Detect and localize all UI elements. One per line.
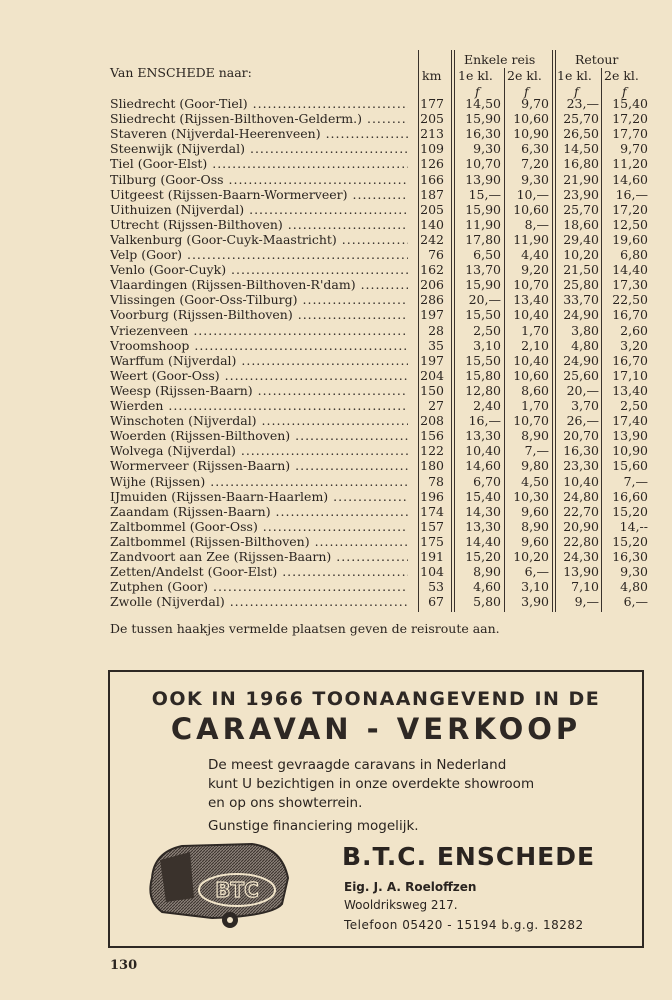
- km-value: 67: [428, 594, 444, 610]
- firm-name: B.T.C. ENSCHEDE: [342, 842, 596, 871]
- return-second-fare: 15,60: [612, 458, 648, 474]
- return-second-fare: 3,20: [620, 337, 648, 353]
- return-first-fare: 24,90: [563, 307, 599, 323]
- page-number: 130: [110, 958, 138, 973]
- single-first-fare: 15,50: [465, 352, 501, 368]
- return-second-fare: 9,70: [620, 141, 648, 157]
- return-second-fare: 6,80: [620, 247, 648, 262]
- km-value: 53: [428, 579, 444, 595]
- destination: Zetten/Andelst (Goor-Elst) .....: [110, 564, 408, 579]
- single-first-fare: 12,80: [465, 382, 501, 398]
- return-second-fare: 17,20: [612, 201, 648, 217]
- destination: IJmuiden (Rijssen-Baarn-Haarlem) .....: [110, 489, 408, 504]
- table-row: [108, 489, 652, 504]
- table-row: [108, 202, 652, 217]
- table-row: [108, 277, 652, 292]
- table-row: [108, 594, 652, 609]
- return-second-fare: 13,40: [612, 382, 648, 398]
- single-second-fare: 10,70: [513, 413, 549, 429]
- table-row: [108, 383, 652, 398]
- destination: Wierden .....: [110, 398, 408, 413]
- table-row: [108, 519, 652, 534]
- table-row: [108, 504, 652, 519]
- single-second-fare: 10,60: [513, 367, 549, 383]
- km-value: 157: [420, 518, 444, 534]
- destination: Wormerveer (Rijssen-Baarn) .....: [110, 458, 408, 473]
- single-first-fare: 14,60: [465, 458, 501, 474]
- destination: Tilburg (Goor-Oss .....: [110, 172, 408, 187]
- km-value: 27: [428, 398, 444, 413]
- km-value: 162: [420, 262, 444, 278]
- return-second-fare: 19,60: [612, 231, 648, 247]
- destination: Vlaardingen (Rijssen-Bilthoven-R'dam) .....: [110, 277, 408, 292]
- single-second-fare: 8,—: [524, 216, 549, 232]
- single-first-fare: 8,90: [473, 564, 501, 580]
- return-first-fare: 25,60: [563, 367, 599, 383]
- destination: Vlissingen (Goor-Oss-Tilburg) .....: [110, 292, 408, 307]
- return-second-fare: 17,10: [612, 367, 648, 383]
- single-second-fare: 7,20: [521, 156, 549, 172]
- single-first-fare: 10,40: [465, 443, 501, 459]
- destination: Sliedrecht (Goor-Tiel) .....: [110, 96, 408, 111]
- firm-address: Wooldriksweg 217.: [344, 898, 458, 912]
- single-first-fare: 16,—: [468, 413, 501, 429]
- single-second-fare: 8,90: [521, 428, 549, 444]
- single-first-fare: 15,40: [465, 488, 501, 504]
- single-second-fare: 8,60: [521, 382, 549, 398]
- single-first-fare: 2,50: [473, 322, 501, 338]
- destination: Zaltbommel (Goor-Oss) .....: [110, 519, 408, 534]
- single-second-fare: 9,60: [521, 503, 549, 519]
- single-second-fare: 10,60: [513, 201, 549, 217]
- km-value: 166: [420, 171, 444, 187]
- currency-label: f: [475, 84, 480, 99]
- destination: Weesp (Rijssen-Baarn) .....: [110, 383, 408, 398]
- single-second-fare: 11,90: [513, 231, 549, 247]
- return-second-fare: 14,60: [612, 171, 648, 187]
- km-value: 122: [420, 443, 444, 459]
- km-value: 177: [420, 96, 444, 111]
- return-first-fare: 26,50: [563, 126, 599, 142]
- logo-text: BTC: [215, 878, 259, 902]
- currency-label: f: [524, 84, 529, 99]
- return-second-fare: 7,—: [623, 473, 648, 489]
- table-row: [108, 262, 652, 277]
- return-second-fare: 16,60: [612, 488, 648, 504]
- table-row: [108, 398, 652, 413]
- header-km: km: [422, 68, 442, 83]
- km-value: 35: [428, 337, 444, 353]
- destination: Zaltbommel (Rijssen-Bilthoven) .....: [110, 534, 408, 549]
- single-first-fare: 13,30: [465, 518, 501, 534]
- table-row: [108, 141, 652, 156]
- single-first-fare: 6,70: [473, 473, 501, 489]
- km-value: 140: [420, 216, 444, 232]
- single-second-fare: 7,—: [524, 443, 549, 459]
- single-second-fare: 13,40: [513, 292, 549, 308]
- return-first-fare: 13,90: [563, 564, 599, 580]
- currency-label: f: [574, 84, 579, 99]
- destination: Utrecht (Rijssen-Bilthoven) .....: [110, 217, 408, 232]
- single-second-fare: 4,40: [521, 247, 549, 262]
- return-second-fare: 11,20: [612, 156, 648, 172]
- return-second-fare: 14,40: [612, 262, 648, 278]
- km-value: 174: [420, 503, 444, 519]
- single-second-fare: 9,20: [521, 262, 549, 278]
- single-first-fare: 13,90: [465, 171, 501, 187]
- single-first-fare: 15,80: [465, 367, 501, 383]
- single-second-fare: 9,80: [521, 458, 549, 474]
- single-first-fare: 6,50: [473, 247, 501, 262]
- return-first-fare: 4,80: [571, 337, 599, 353]
- single-second-fare: 1,70: [521, 322, 549, 338]
- ad-headline: OOK IN 1966 TOONAANGEVEND IN DE: [151, 688, 601, 710]
- return-second-fare: 13,90: [612, 428, 648, 444]
- table-row: [108, 217, 652, 232]
- caravan-advertisement: [108, 670, 644, 948]
- table-row: [108, 126, 652, 141]
- single-first-fare: 13,70: [465, 262, 501, 278]
- single-second-fare: 6,—: [524, 564, 549, 580]
- return-first-fare: 29,40: [563, 231, 599, 247]
- km-value: 126: [420, 156, 444, 172]
- header-return: Retour: [575, 52, 619, 67]
- single-first-fare: 15,—: [468, 186, 501, 202]
- destination: Zaandam (Rijssen-Baarn) .....: [110, 504, 408, 519]
- single-second-fare: 10,70: [513, 277, 549, 293]
- single-first-fare: 15,90: [465, 277, 501, 293]
- return-second-fare: 16,70: [612, 307, 648, 323]
- km-value: 78: [428, 473, 444, 489]
- return-first-fare: 16,80: [563, 156, 599, 172]
- single-first-fare: 2,40: [473, 398, 501, 413]
- table-row: [108, 564, 652, 579]
- return-second-fare: 15,40: [612, 96, 648, 111]
- single-first-fare: 3,10: [473, 337, 501, 353]
- return-first-fare: 24,80: [563, 488, 599, 504]
- return-second-fare: 16,30: [612, 549, 648, 564]
- return-first-fare: 7,10: [571, 579, 599, 595]
- km-value: 196: [420, 488, 444, 504]
- single-second-fare: 9,70: [521, 96, 549, 111]
- single-second-fare: 10,—: [516, 186, 549, 202]
- single-first-fare: 14,30: [465, 503, 501, 519]
- single-second-fare: 3,90: [521, 594, 549, 610]
- destination: Voorburg (Rijssen-Bilthoven) .....: [110, 307, 408, 322]
- km-value: 197: [420, 307, 444, 323]
- km-value: 150: [420, 382, 444, 398]
- destination: Zwolle (Nijverdal) .....: [110, 594, 408, 609]
- currency-label: f: [622, 84, 627, 99]
- return-second-fare: 6,—: [623, 594, 648, 610]
- table-row: [108, 534, 652, 549]
- single-first-fare: 20,—: [468, 292, 501, 308]
- single-second-fare: 1,70: [521, 398, 549, 413]
- return-first-fare: 25,80: [563, 277, 599, 293]
- return-first-fare: 26,—: [566, 413, 599, 429]
- destination: Woerden (Rijssen-Bilthoven) .....: [110, 428, 408, 443]
- destination: Zutphen (Goor) .....: [110, 579, 408, 594]
- return-first-fare: 9,—: [574, 594, 599, 610]
- return-first-fare: 23,30: [563, 458, 599, 474]
- table-row: [108, 172, 652, 187]
- single-second-fare: 9,30: [521, 171, 549, 187]
- single-second-fare: 4,50: [521, 473, 549, 489]
- destination: Wolvega (Nijverdal) .....: [110, 443, 408, 458]
- km-value: 197: [420, 352, 444, 368]
- return-first-fare: 10,20: [563, 247, 599, 262]
- table-row: [108, 353, 652, 368]
- destination: Velp (Goor) .....: [110, 247, 408, 262]
- single-second-fare: 10,20: [513, 549, 549, 564]
- return-second-fare: 4,80: [620, 579, 648, 595]
- table-row: [108, 232, 652, 247]
- km-value: 104: [420, 564, 444, 580]
- km-value: 205: [420, 201, 444, 217]
- single-second-fare: 10,40: [513, 352, 549, 368]
- ad-body: De meest gevraagde caravans in Nederland kunt U bezichtigen in onze overdekte showroom en op ons showterrein.: [208, 757, 535, 811]
- return-first-fare: 24,30: [563, 549, 599, 564]
- single-first-fare: 5,80: [473, 594, 501, 610]
- destination: Tiel (Goor-Elst) .....: [110, 156, 408, 171]
- return-second-fare: 17,20: [612, 111, 648, 127]
- km-value: 205: [420, 111, 444, 127]
- route-note: De tussen haakjes vermelde plaatsen geven de reisroute aan.: [110, 621, 500, 636]
- return-first-fare: 24,90: [563, 352, 599, 368]
- table-title: Van ENSCHEDE naar:: [110, 65, 252, 80]
- table-row: [108, 413, 652, 428]
- single-first-fare: 15,50: [465, 307, 501, 323]
- table-row: [108, 338, 652, 353]
- single-first-fare: 15,90: [465, 111, 501, 127]
- single-first-fare: 14,50: [465, 96, 501, 111]
- single-first-fare: 17,80: [465, 231, 501, 247]
- return-second-fare: 15,20: [612, 533, 648, 549]
- return-first-fare: 21,50: [563, 262, 599, 278]
- table-row: [108, 247, 652, 262]
- destination: Uitgeest (Rijssen-Baarn-Wormerveer) .....: [110, 187, 408, 202]
- table-row: [108, 111, 652, 126]
- return-first-fare: 22,80: [563, 533, 599, 549]
- km-value: 242: [420, 231, 444, 247]
- table-row: [108, 368, 652, 383]
- single-first-fare: 15,20: [465, 549, 501, 564]
- return-second-fare: 22,50: [612, 292, 648, 308]
- return-second-fare: 12,50: [612, 216, 648, 232]
- return-first-fare: 25,70: [563, 201, 599, 217]
- return-first-fare: 18,60: [563, 216, 599, 232]
- single-second-fare: 2,10: [521, 337, 549, 353]
- single-first-fare: 14,40: [465, 533, 501, 549]
- ad-financing: Gunstige financiering mogelijk.: [208, 818, 419, 834]
- return-first-fare: 20,90: [563, 518, 599, 534]
- return-first-fare: 10,40: [563, 473, 599, 489]
- table-row: [108, 549, 652, 564]
- destination: Valkenburg (Goor-Cuyk-Maastricht) .....: [110, 232, 408, 247]
- return-second-fare: 15,20: [612, 503, 648, 519]
- single-second-fare: 8,90: [521, 518, 549, 534]
- destination: Vroomshoop .....: [110, 338, 408, 353]
- return-second-fare: 16,—: [615, 186, 648, 202]
- header-return-second: 2e kl.: [604, 68, 639, 83]
- destination: Staveren (Nijverdal-Heerenveen) .....: [110, 126, 408, 141]
- single-second-fare: 10,60: [513, 111, 549, 127]
- km-value: 204: [420, 367, 444, 383]
- firm-owner: Eig. J. A. Roeloffzen: [344, 880, 477, 894]
- return-first-fare: 14,50: [563, 141, 599, 157]
- single-second-fare: 3,10: [521, 579, 549, 595]
- destination: Vriezenveen .....: [110, 323, 408, 338]
- single-first-fare: 15,90: [465, 201, 501, 217]
- km-value: 208: [420, 413, 444, 429]
- table-row: [108, 156, 652, 171]
- header-return-first: 1e kl.: [557, 68, 592, 83]
- destination: Steenwijk (Nijverdal) .....: [110, 141, 408, 156]
- single-second-fare: 6,30: [521, 141, 549, 157]
- header-single-second: 2e kl.: [507, 68, 542, 83]
- return-first-fare: 3,80: [571, 322, 599, 338]
- single-second-fare: 10,40: [513, 307, 549, 323]
- single-first-fare: 9,30: [473, 141, 501, 157]
- single-first-fare: 4,60: [473, 579, 501, 595]
- return-first-fare: 16,30: [563, 443, 599, 459]
- km-value: 191: [420, 549, 444, 564]
- return-first-fare: 22,70: [563, 503, 599, 519]
- return-first-fare: 23,—: [566, 96, 599, 111]
- km-value: 180: [420, 458, 444, 474]
- destination: Wijhe (Rijssen) .....: [110, 474, 408, 489]
- return-first-fare: 23,90: [563, 186, 599, 202]
- destination: Uithuizen (Nijverdal) .....: [110, 202, 408, 217]
- destination: Venlo (Goor-Cuyk) .....: [110, 262, 408, 277]
- single-first-fare: 11,90: [465, 216, 501, 232]
- return-second-fare: 17,70: [612, 126, 648, 142]
- table-row: [108, 579, 652, 594]
- table-row: [108, 292, 652, 307]
- return-second-fare: 14,--: [619, 518, 648, 534]
- return-second-fare: 9,30: [620, 564, 648, 580]
- return-first-fare: 33,70: [563, 292, 599, 308]
- single-second-fare: 10,30: [513, 488, 549, 504]
- destination: Sliedrecht (Rijssen-Bilthoven-Gelderm.) .....: [110, 111, 408, 126]
- destination: Winschoten (Nijverdal) .....: [110, 413, 408, 428]
- header-single: Enkele reis: [464, 52, 536, 67]
- return-first-fare: 20,70: [563, 428, 599, 444]
- table-row: [108, 96, 652, 111]
- return-second-fare: 16,70: [612, 352, 648, 368]
- table-row: [108, 187, 652, 202]
- single-first-fare: 16,30: [465, 126, 501, 142]
- km-value: 286: [420, 292, 444, 308]
- destination: Warffum (Nijverdal) .....: [110, 353, 408, 368]
- return-first-fare: 3,70: [571, 398, 599, 413]
- table-row: [108, 458, 652, 473]
- return-second-fare: 10,90: [612, 443, 648, 459]
- single-first-fare: 10,70: [465, 156, 501, 172]
- return-first-fare: 25,70: [563, 111, 599, 127]
- return-first-fare: 21,90: [563, 171, 599, 187]
- return-second-fare: 2,50: [620, 398, 648, 413]
- table-row: [108, 474, 652, 489]
- return-second-fare: 17,30: [612, 277, 648, 293]
- single-second-fare: 10,90: [513, 126, 549, 142]
- km-value: 206: [420, 277, 444, 293]
- km-value: 156: [420, 428, 444, 444]
- destination: Weert (Goor-Oss) .....: [110, 368, 408, 383]
- return-second-fare: 17,40: [612, 413, 648, 429]
- caravan-logo-icon: [142, 838, 292, 930]
- table-row: [108, 428, 652, 443]
- return-first-fare: 20,—: [566, 382, 599, 398]
- ad-headline-main: CARAVAN - VERKOOP: [170, 712, 582, 746]
- table-row: [108, 443, 652, 458]
- table-row: [108, 323, 652, 338]
- destination: Zandvoort aan Zee (Rijssen-Baarn) .....: [110, 549, 408, 564]
- km-value: 213: [420, 126, 444, 142]
- return-second-fare: 2,60: [620, 322, 648, 338]
- firm-phone: Telefoon 05420 - 15194 b.g.g. 18282: [344, 918, 584, 932]
- single-second-fare: 9,60: [521, 533, 549, 549]
- header-single-first: 1e kl.: [458, 68, 493, 83]
- km-value: 109: [420, 141, 444, 157]
- km-value: 175: [420, 533, 444, 549]
- km-value: 76: [428, 247, 444, 262]
- km-value: 28: [428, 322, 444, 338]
- table-row: [108, 307, 652, 322]
- km-value: 187: [420, 186, 444, 202]
- single-first-fare: 13,30: [465, 428, 501, 444]
